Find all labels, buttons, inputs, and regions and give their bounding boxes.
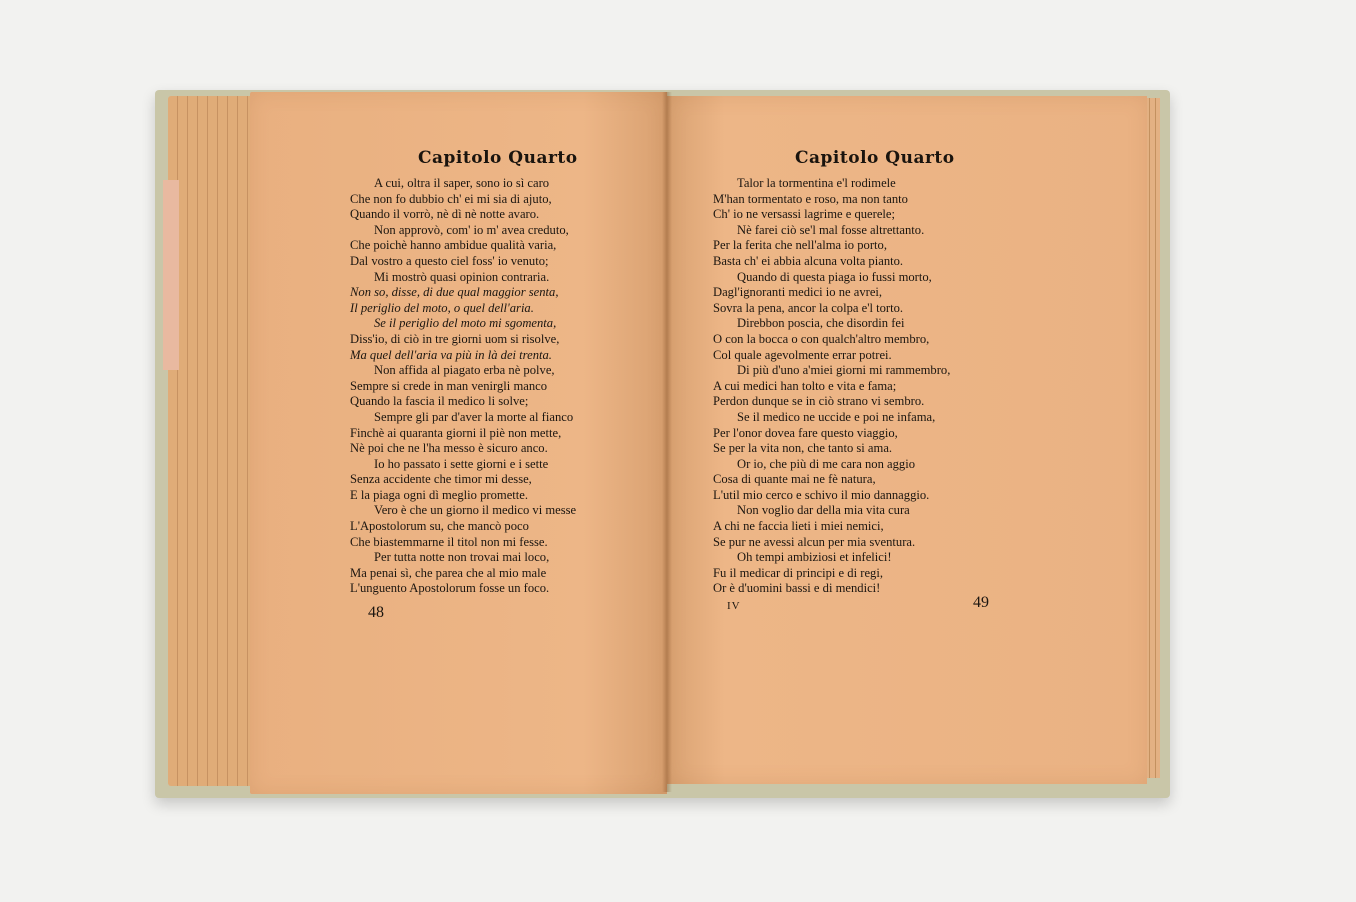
verse-line: Oh tempi ambiziosi et infelici! (737, 550, 892, 565)
verse-line: L'Apostolorum su, che mancò poco (350, 519, 529, 534)
verse-line: Mi mostrò quasi opinion contraria. (374, 269, 550, 284)
verse-line: E la piaga ogni dì meglio promette. (350, 487, 529, 502)
verse-line: L'unguento Apostolorum fosse un foco. (350, 581, 550, 596)
book-gutter (662, 92, 672, 792)
right-page-number: 49 (973, 594, 989, 611)
verse-line: Che non fo dubbio ch' ei mi sia di ajuto, (350, 191, 552, 206)
verse-line: Ch' io ne versassi lagrime e querele; (713, 207, 896, 222)
verse-line: Quando il vorrò, nè dì nè notte avaro. (350, 207, 540, 222)
verse-line: Fu il medicar di principi e di regi, (713, 565, 883, 580)
left-page-number: 48 (368, 604, 384, 621)
verse-line: A cui, oltra il saper, sono io sì caro (374, 176, 550, 190)
verse-line: Che poichè hanno ambidue qualità varia, (350, 238, 557, 253)
left-page-verses (350, 176, 576, 597)
verse-line: Io ho passato i sette giorni e i sette (374, 456, 549, 471)
verse-line: Cosa di quante mai ne fè natura, (713, 472, 876, 487)
verse-line: Per l'onor dovea fare questo viaggio, (713, 425, 898, 440)
verse-line: Non affida al piagato erba nè polve, (374, 363, 555, 378)
right-page (667, 96, 1147, 784)
right-page-heading: Capitolo Quarto (795, 148, 955, 168)
verse-line: Il periglio del moto, o quel dell'aria. (350, 300, 534, 315)
right-page-verses (713, 176, 950, 597)
verse-line: Quando la fascia il medico li solve; (350, 394, 529, 409)
verse-line: Per la ferita che nell'alma io porto, (713, 238, 887, 253)
verse-line: Direbbon poscia, che disordin fei (737, 316, 905, 331)
verse-line: Per tutta notte non trovai mai loco, (374, 550, 550, 565)
verse-line: Sempre gli par d'aver la morte al fianco (374, 409, 574, 424)
verse-line: Or io, che più di me cara non aggio (737, 456, 916, 471)
verse-line: Diss'io, di ciò in tre giorni uom si risolve, (350, 331, 560, 346)
verse-line: Di più d'uno a'miei giorni mi rammembro, (737, 363, 951, 378)
verse-line: Nè poi che ne l'ha messo è sicuro anco. (350, 441, 548, 456)
verse-line: Dal vostro a questo ciel foss' io venuto; (350, 253, 549, 268)
verse-line: Se il periglio del moto mi sgomenta, (374, 316, 557, 331)
verse-line: Nè farei ciò se'l mal fosse altrettanto. (737, 222, 925, 237)
verse-line: Talor la tormentina e'l rodimele (737, 176, 896, 190)
verse-line: Se per la vita non, che tanto si ama. (713, 441, 893, 456)
verse-line: Se il medico ne uccide e poi ne infama, (737, 409, 936, 424)
verse-line: Non voglio dar della mia vita cura (737, 503, 910, 518)
verse-line: Col quale agevolmente errar potrei. (713, 347, 892, 362)
verse-line: Ma quel dell'aria va più in là dei trenta. (350, 347, 552, 362)
signature-mark: IV (727, 600, 741, 612)
verse-line: Sempre si crede in man venirgli manco (350, 378, 548, 393)
verse-line: L'util mio cerco e schivo il mio dannaggio. (713, 487, 930, 502)
verse-line: Dagl'ignoranti medici io ne avrei, (713, 285, 883, 300)
verse-line: Non so, disse, di due qual maggior senta, (350, 285, 559, 300)
verse-line: Senza accidente che timor mi desse, (350, 472, 532, 487)
verse-line: Quando di questa piaga io fussi morto, (737, 269, 932, 284)
verse-line: A chi ne faccia lieti i miei nemici, (713, 519, 884, 534)
verse-line: Ma penai sì, che parea che al mio male (350, 565, 547, 580)
pink-paper-tab (163, 180, 179, 370)
verse-line: Or è d'uomini bassi e di mendici! (713, 581, 881, 596)
verse-line: Finchè ai quaranta giorni il piè non mette, (350, 425, 562, 440)
verse-line: Basta ch' ei abbia alcuna volta pianto. (713, 253, 904, 268)
verse-line: Non approvò, com' io m' avea creduto, (374, 222, 569, 237)
verse-line: Se pur ne avessi alcun per mia sventura. (713, 534, 916, 549)
verse-line: Perdon dunque se in ciò strano vi sembro. (713, 394, 925, 409)
verse-line: Che biastemmarne il titol non mi fesse. (350, 534, 548, 549)
verse-line: O con la bocca o con qualch'altro membro, (713, 331, 930, 346)
left-page-heading: Capitolo Quarto (418, 148, 578, 168)
verse-line: Sovra la pena, ancor la colpa e'l torto. (713, 300, 904, 315)
verse-line: M'han tormentato e roso, ma non tanto (713, 191, 908, 206)
left-page (250, 92, 667, 794)
left-page-edges (168, 96, 258, 786)
verse-line: Vero è che un giorno il medico vi messe (374, 503, 577, 518)
verse-line: A cui medici han tolto e vita e fama; (713, 378, 897, 393)
